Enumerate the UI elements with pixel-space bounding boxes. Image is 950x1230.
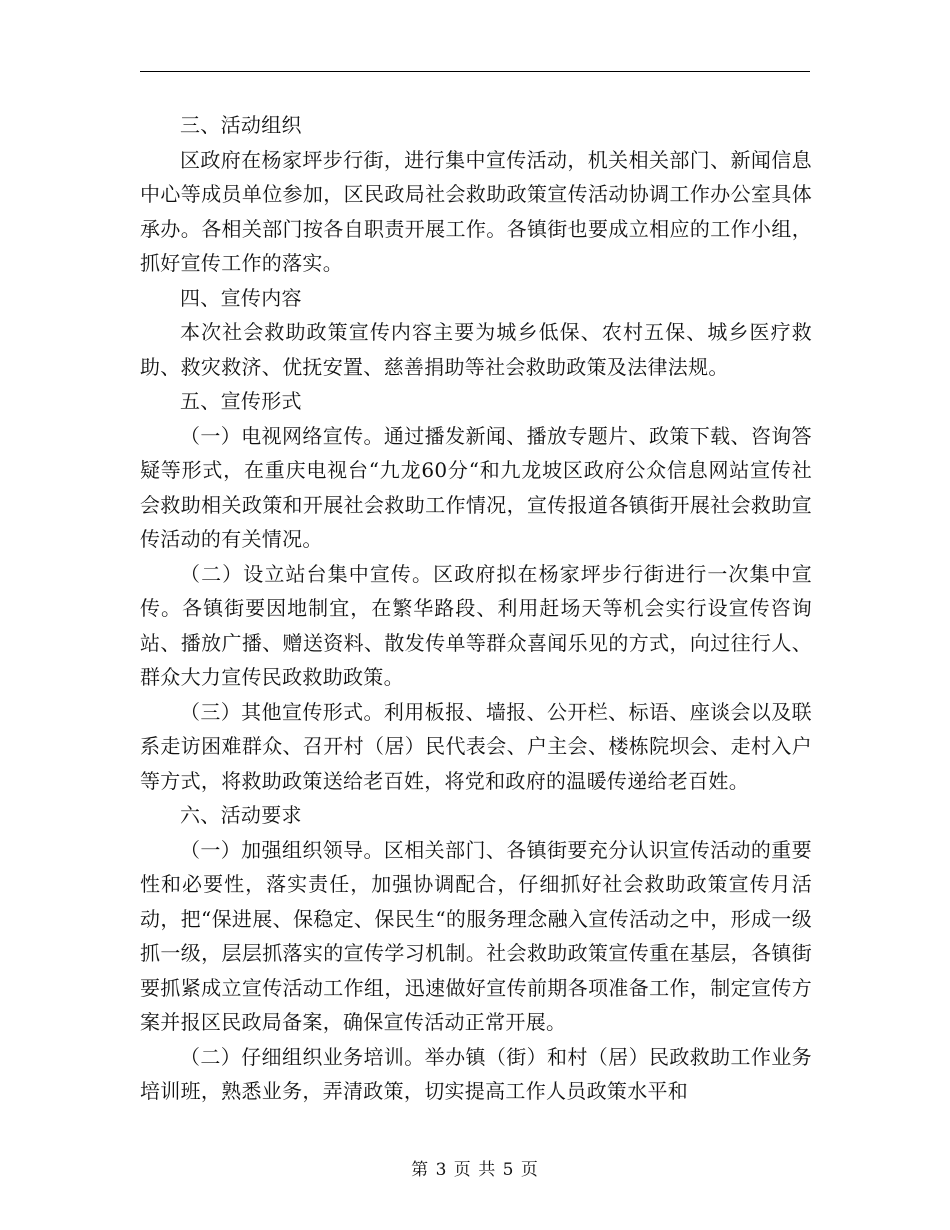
paragraph: （三）其他宣传形式。利用板报、墙报、公开栏、标语、座谈会以及联系走访困难群众、召开村（居）民代表会、户主会、楼栋院坝会、走村入户等方式，将救助政策送给老百姓，将党和政府的温暖传递给老百姓。 (140, 699, 812, 793)
section-heading-forms: 五、宣传形式 (180, 389, 302, 413)
paragraph: 区政府在杨家坪步行街，进行集中宣传活动，机关相关部门、新闻信息中心等成员单位参加，区民政局社会救助政策宣传活动协调工作办公室具体承办。各相关部门按各自职责开展工作。各镇街也要成立相应的工作小组，抓好宣传工作的落实。 (140, 147, 812, 275)
paragraph: （一）加强组织领导。区相关部门、各镇街要充分认识宣传活动的重要性和必要性，落实责任，加强协调配合，仔细抓好社会救助政策宣传月活动，把“保进展、保稳定、保民生“的服务理念融入宣传活动之中，形成一级抓一级，层层抓落实的宣传学习机制。社会救助政策宣传重在基层，各镇街要抓紧成立宣传活动工作组，迅速做好宣传前期各项准备工作，制定宣传方案并报区民政局备案，确保宣传活动正常开展。 (140, 837, 812, 1034)
paragraph: （二）设立站台集中宣传。区政府拟在杨家坪步行街进行一次集中宣传。各镇街要因地制宜，在繁华路段、利用赶场天等机会实行设宣传咨询站、播放广播、赠送资料、散发传单等群众喜闻乐见的方式，向过往行人、群众大力宣传民政救助政策。 (140, 561, 812, 689)
section-heading-content: 四、宣传内容 (180, 285, 302, 310)
section-heading-organization: 三、活动组织 (180, 113, 302, 137)
page-number-footer: 第 3 页 共 5 页 (411, 1160, 539, 1180)
paragraph: （二）仔细组织业务培训。举办镇（街）和村（居）民政救助工作业务培训班，熟悉业务，弄清政策，切实提高工作人员政策水平和 (140, 1044, 812, 1103)
paragraph: 本次社会救助政策宣传内容主要为城乡低保、农村五保、城乡医疗救助、救灾救济、优抚安置、慈善捐助等社会救助政策及法律法规。 (140, 320, 812, 379)
header-rule (140, 71, 810, 72)
paragraph: （一）电视网络宣传。通过播发新闻、播放专题片、政策下载、咨询答疑等形式，在重庆电视台“九龙60分“和九龙坡区政府公众信息网站宣传社会救助相关政策和开展社会救助工作情况，宣传报道各镇街开展社会救助宣传活动的有关情况。 (140, 423, 812, 551)
section-heading-requirements: 六、活动要求 (180, 803, 302, 827)
document-body (140, 108, 812, 1109)
